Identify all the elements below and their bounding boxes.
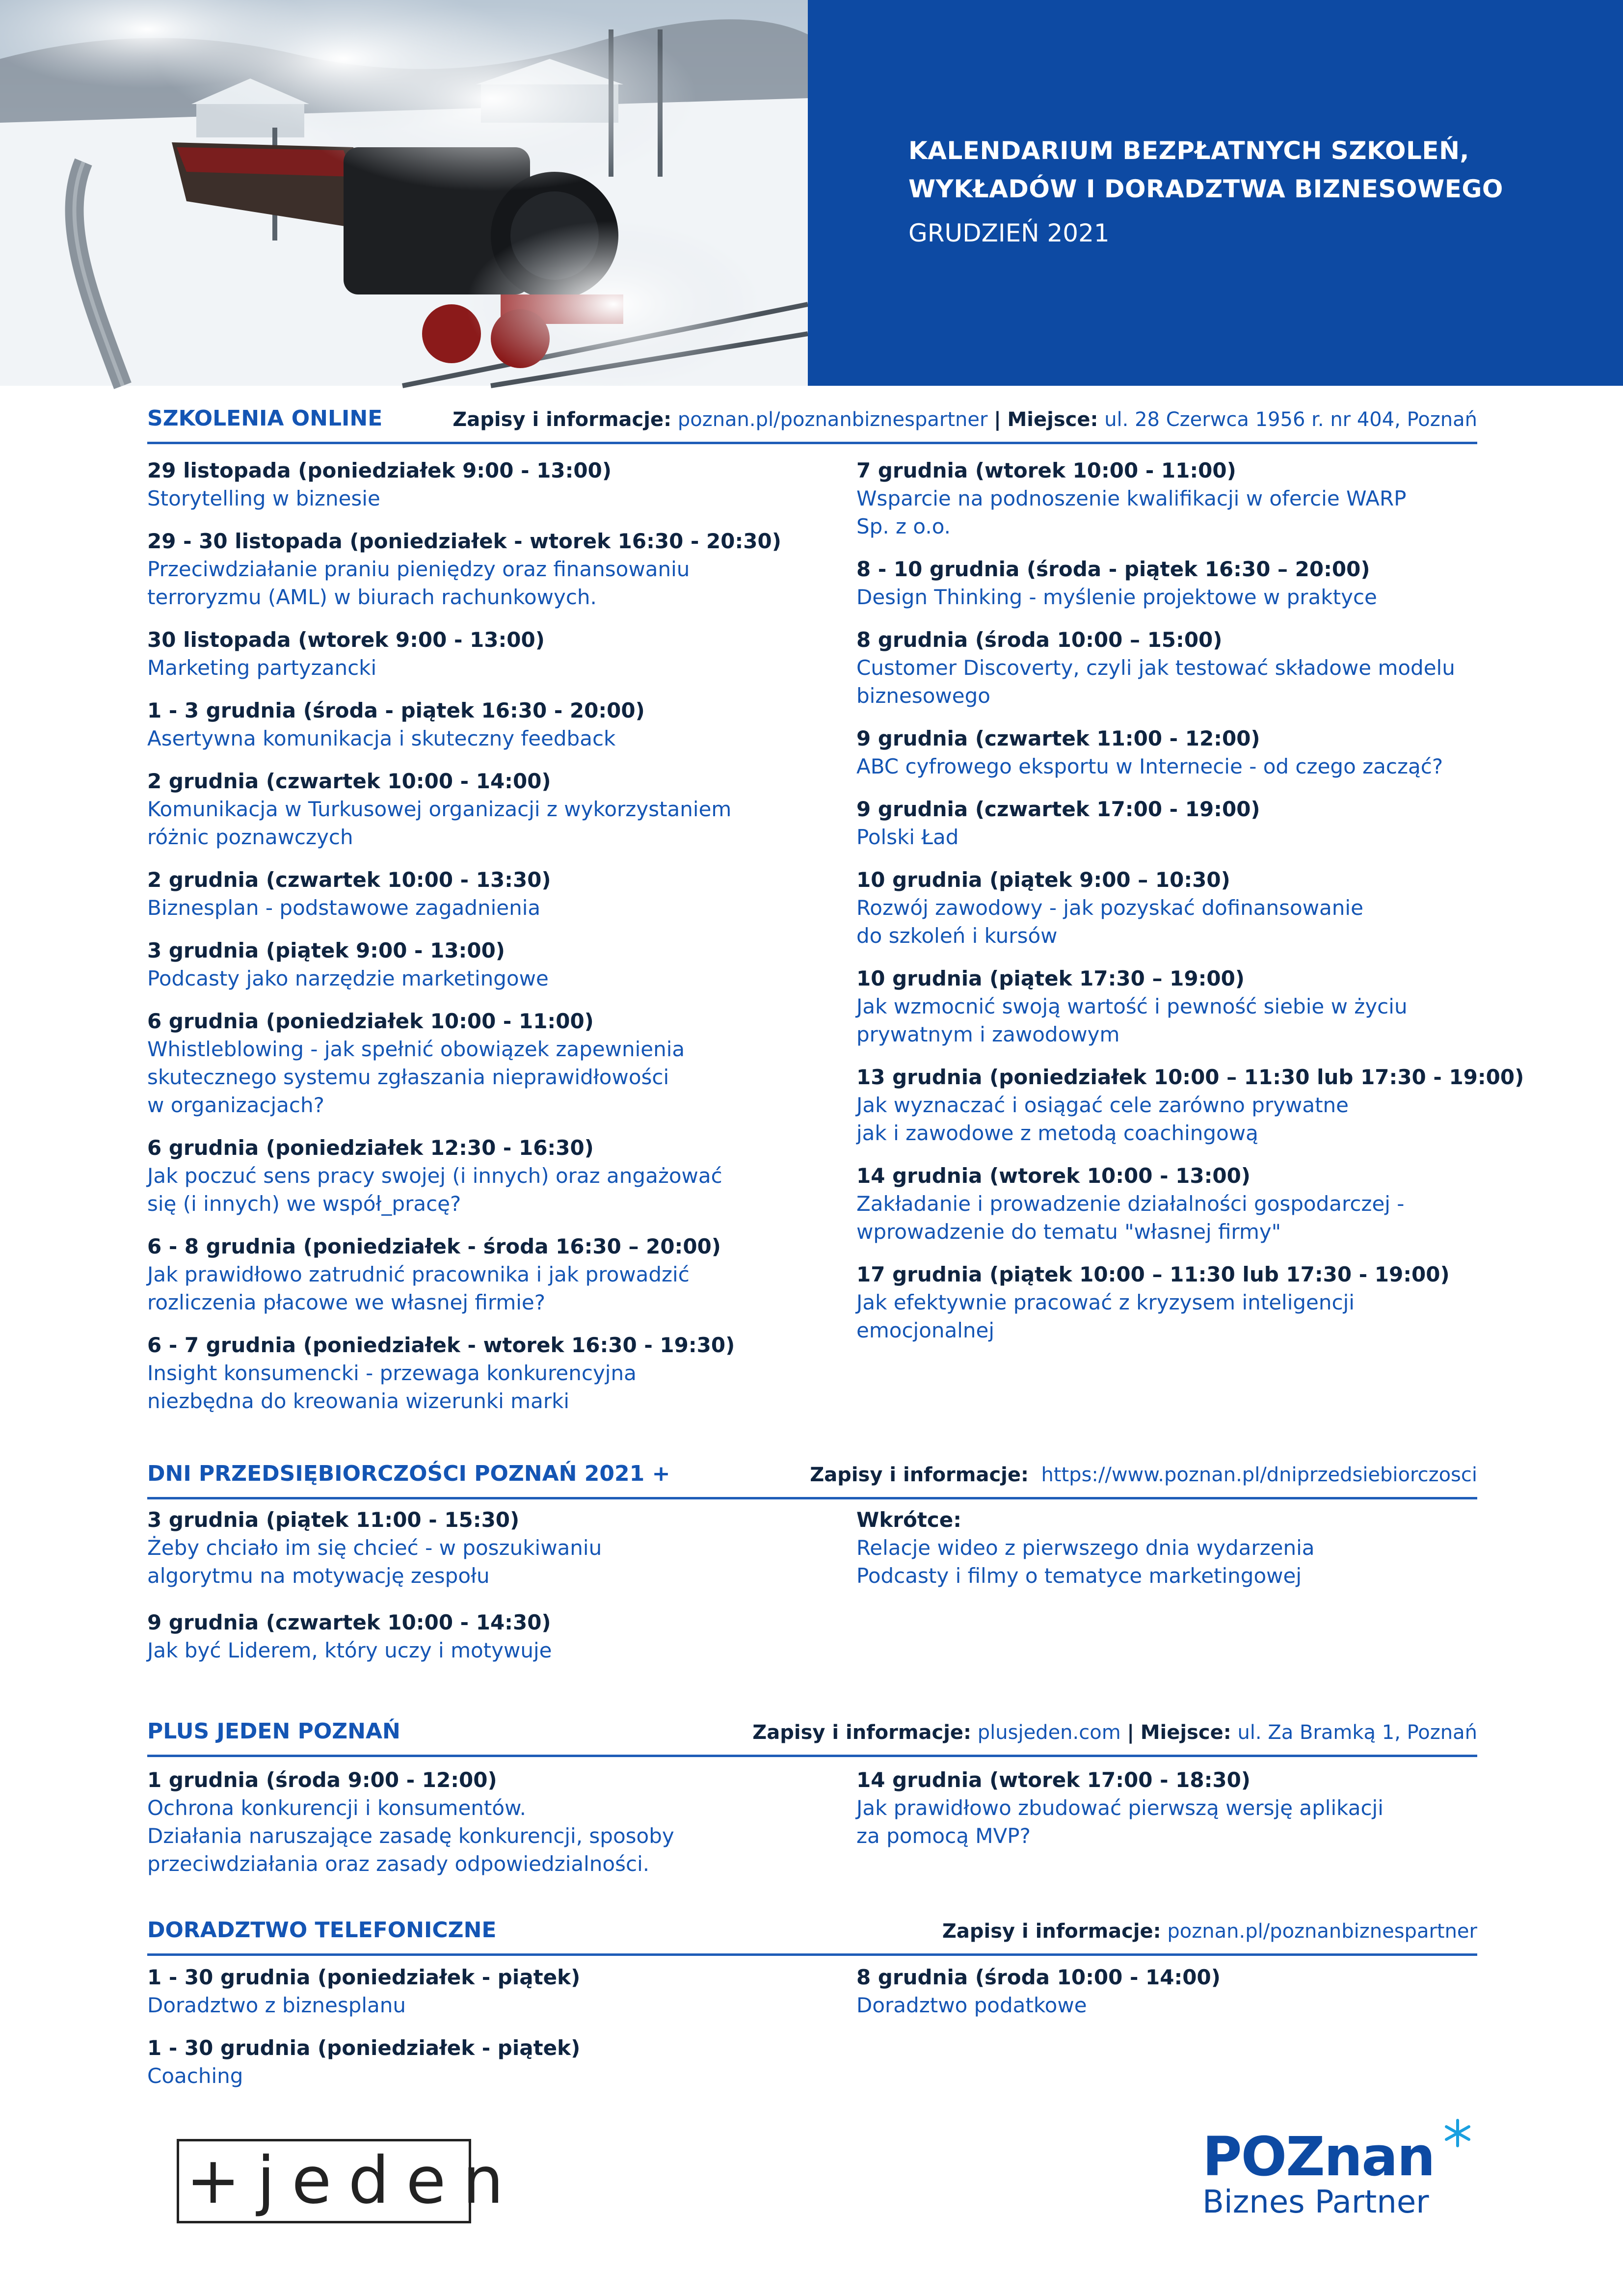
event-title-line: Jak prawidłowo zbudować pierwszą wersję aplikacji [856,1796,1384,1820]
event-date: 14 grudnia (wtorek 10:00 - 13:00) [856,1164,1251,1188]
event-date: 8 grudnia (środa 10:00 - 14:00) [856,1965,1221,1989]
event-date: 6 grudnia (poniedziałek 10:00 - 11:00) [147,1009,594,1033]
place-value: ul. Za Bramką 1, Poznań [1237,1721,1477,1744]
event-item [856,456,1514,540]
event-date: 1 - 30 grudnia (poniedziałek - piątek) [147,2036,581,2060]
poznan-logo-subtext: Biznes Partner [1202,2184,1429,2220]
event-date: 9 grudnia (czwartek 11:00 - 12:00) [856,726,1260,750]
event-title-line: terroryzmu (AML) w biurach rachunkowych. [147,585,597,609]
event-date: 1 grudnia (środa 9:00 - 12:00) [147,1768,497,1792]
event-title-line: Zakładanie i prowadzenie działalności gospodarczej - [856,1192,1405,1216]
event-title-line: Jak być Liderem, który uczy i motywuje [147,1638,552,1662]
event-title-line: Design Thinking - myślenie projektowe w praktyce [856,585,1377,609]
event-title-line: Żeby chciało im się chcieć - w poszukiwaniu [147,1536,602,1560]
event-date: 6 - 7 grudnia (poniedziałek - wtorek 16:30 - 19:30) [147,1333,735,1357]
event-date: 3 grudnia (piątek 9:00 - 13:00) [147,938,505,962]
event-title-line: Przeciwdziałanie praniu pieniędzy oraz finansowaniu [147,557,690,581]
event-item [856,626,1514,710]
event-date: 29 listopada (poniedziałek 9:00 - 13:00) [147,458,612,482]
header-photo-steam-train [0,0,808,386]
event-date: 8 grudnia (środa 10:00 – 15:00) [856,628,1223,652]
event-title-line: w organizacjach? [147,1093,324,1117]
event-title-line: Storytelling w biznesie [147,486,380,510]
event-item [147,1506,805,1590]
event-title-line: Rozwój zawodowy - jak pozyskać dofinansowanie [856,896,1363,920]
event-title-line: Sp. z o.o. [856,514,951,538]
event-item [856,964,1514,1048]
event-title-line: Jak poczuć sens pracy swojej (i innych) oraz angażować [147,1164,722,1188]
event-item [147,1232,805,1316]
section-title: DORADZTWO TELEFONICZNE [147,1918,497,1943]
event-title-line: niezbędna do kreowania wizerunki marki [147,1389,570,1413]
page-subtitle: GRUDZIEŃ 2021 [908,219,1110,247]
event-title-line: przeciwdziałania oraz zasady odpowiedzialności. [147,1852,650,1876]
info-link[interactable]: https://www.poznan.pl/dniprzedsiebiorczosci [1041,1464,1477,1486]
info-link[interactable]: poznan.pl/poznanbiznespartner [677,408,988,431]
event-date: 30 listopada (wtorek 9:00 - 13:00) [147,628,545,652]
event-title-line: Działania naruszające zasadę konkurencji, sposoby [147,1824,674,1848]
event-date: 1 - 30 grudnia (poniedziałek - piątek) [147,1965,581,1989]
event-title-line: Biznesplan - podstawowe zagadnienia [147,896,541,920]
event-title-line: wprowadzenie do tematu "własnej firmy" [856,1220,1281,1244]
event-date: 7 grudnia (wtorek 10:00 - 11:00) [856,458,1236,482]
event-title-line: Coaching [147,2064,243,2088]
event-item [147,1007,805,1119]
place-label: Miejsce: [1007,408,1098,431]
event-item [856,795,1514,851]
event-title-line: się (i innych) we współ_pracę? [147,1192,461,1216]
event-item [147,767,805,851]
event-item [147,1963,805,2019]
event-item [856,1260,1514,1344]
event-title-line: Komunikacja w Turkusowej organizacji z wykorzystaniem [147,797,732,821]
section-info: Zapisy i informacje: plusjeden.com | Miejsce: ul. Za Bramką 1, Poznań [752,1721,1477,1744]
page-title-line-2: WYKŁADÓW I DORADZTWA BIZNESOWEGO [908,175,1503,203]
event-item [147,626,805,682]
event-title-line: Insight konsumencki - przewaga konkurencyjna [147,1361,637,1385]
poznan-logo-text: POZnan [1202,2125,1435,2188]
section-header-plus [147,1706,1477,1757]
event-date: 9 grudnia (czwartek 10:00 - 14:30) [147,1610,551,1634]
event-title-line: Doradztwo podatkowe [856,1993,1087,2017]
section-header-dni [147,1448,1477,1499]
event-date: 3 grudnia (piątek 11:00 - 15:30) [147,1508,520,1532]
event-title-line: jak i zawodowe z metodą coachingową [856,1121,1258,1145]
event-date: 29 - 30 listopada (poniedziałek - wtorek 16:30 - 20:30) [147,529,781,553]
event-title-line: emocjonalnej [856,1318,995,1342]
section-info: Zapisy i informacje: poznan.pl/poznanbiznespartner | Miejsce: ul. 28 Czerwca 1956 r. nr 404, Poznań [452,408,1477,431]
section-header-online [147,393,1477,444]
event-date: 2 grudnia (czwartek 10:00 - 14:00) [147,769,551,793]
event-item [856,1063,1524,1147]
event-title-line: rozliczenia płacowe we własnej firmie? [147,1290,546,1314]
event-item [856,1963,1514,2019]
event-title-line: Jak efektywnie pracować z kryzysem inteligencji [856,1290,1355,1314]
event-title-line: różnic poznawczych [147,825,353,849]
event-item [147,1331,805,1415]
steam-train-illustration [0,0,808,386]
event-title-line: algorytmu na motywację zespołu [147,1564,490,1588]
event-item [147,1134,805,1218]
event-title-line: Podcasty jako narzędzie marketingowe [147,966,549,990]
section-title: PLUS JEDEN POZNAŃ [147,1719,400,1744]
event-item [856,1766,1514,1850]
event-title-line: prywatnym i zawodowym [856,1022,1120,1046]
event-item [856,1162,1514,1246]
event-title-line: Whistleblowing - jak spełnić obowiązek zapewnienia [147,1037,685,1061]
event-title-line: Wsparcie na podnoszenie kwalifikacji w ofercie WARP [856,486,1407,510]
event-title-line: do szkoleń i kursów [856,924,1058,948]
event-item [147,1766,805,1878]
event-item [147,866,805,922]
event-date: 6 grudnia (poniedziałek 12:30 - 16:30) [147,1136,594,1160]
event-item [856,555,1514,611]
event-item [856,1506,1514,1590]
event-title-line: Jak prawidłowo zatrudnić pracownika i jak prowadzić [147,1262,690,1286]
plusjeden-logo: +jeden [177,2139,471,2223]
poznan-biznes-partner-logo [1202,2125,1477,2220]
event-title-line: Jak wyznaczać i osiągać cele zarówno prywatne [856,1093,1349,1117]
event-item [147,527,805,611]
section-title: SZKOLENIA ONLINE [147,406,383,431]
section-header-doradztwo [147,1904,1477,1956]
info-link[interactable]: poznan.pl/poznanbiznespartner [1167,1920,1477,1943]
event-item [147,936,805,992]
event-title-line: Asertywna komunikacja i skuteczny feedback [147,726,616,750]
asterisk-icon [1443,2118,1472,2148]
place-label: Miejsce: [1140,1721,1231,1744]
info-label: Zapisy i informacje: [452,408,672,431]
event-date: Wkrótce: [856,1508,962,1532]
event-title-line: ABC cyfrowego eksportu w Internecie - od czego zacząć? [856,754,1443,778]
event-title-line: Podcasty i filmy o tematyce marketingowej [856,1564,1302,1588]
event-date: 9 grudnia (czwartek 17:00 - 19:00) [856,797,1260,821]
event-date: 2 grudnia (czwartek 10:00 - 13:30) [147,868,551,892]
event-date: 10 grudnia (piątek 17:30 – 19:00) [856,966,1245,990]
event-title-line: Jak wzmocnić swoją wartość i pewność siebie w życiu [856,994,1408,1018]
event-item [147,696,805,752]
event-title-line: skutecznego systemu zgłaszania nieprawidłowości [147,1065,669,1089]
event-date: 13 grudnia (poniedziałek 10:00 – 11:30 lub 17:30 - 19:00) [856,1065,1524,1089]
event-date: 17 grudnia (piątek 10:00 – 11:30 lub 17:30 - 19:00) [856,1262,1450,1286]
event-item [147,2034,805,2090]
event-title-line: biznesowego [856,684,990,708]
event-item [856,866,1514,950]
page-title-line-1: KALENDARIUM BEZPŁATNYCH SZKOLEŃ, [908,136,1469,165]
header-title-block [808,0,1623,386]
event-title-line: Polski Ład [856,825,959,849]
info-label: Zapisy i informacje: [810,1464,1029,1486]
event-title-line: za pomocą MVP? [856,1824,1031,1848]
event-date: 1 - 3 grudnia (środa - piątek 16:30 - 20:00) [147,698,645,722]
place-value: ul. 28 Czerwca 1956 r. nr 404, Poznań [1104,408,1477,431]
event-title-line: Relacje wideo z pierwszego dnia wydarzenia [856,1536,1315,1560]
info-link[interactable]: plusjeden.com [977,1721,1121,1744]
event-date: 6 - 8 grudnia (poniedziałek - środa 16:30 – 20:00) [147,1234,721,1258]
event-item [856,724,1514,780]
header [0,0,1623,386]
event-date: 14 grudnia (wtorek 17:00 - 18:30) [856,1768,1251,1792]
info-label: Zapisy i informacje: [942,1920,1161,1943]
section-info [810,1464,1477,1486]
info-label: Zapisy i informacje: [752,1721,972,1744]
event-date: 10 grudnia (piątek 9:00 – 10:30) [856,868,1230,892]
section-title: DNI PRZEDSIĘBIORCZOŚCI POZNAŃ 2021 + [147,1461,670,1486]
event-date: 8 - 10 grudnia (środa - piątek 16:30 – 20:00) [856,557,1370,581]
event-title-line: Doradztwo z biznesplanu [147,1993,406,2017]
event-title-line: Marketing partyzancki [147,656,377,680]
event-item [147,456,805,512]
event-title-line: Ochrona konkurencji i konsumentów. [147,1796,526,1820]
event-item [147,1608,805,1664]
event-title-line: Customer Discoverty, czyli jak testować składowe modelu [856,656,1455,680]
section-info [942,1920,1477,1943]
